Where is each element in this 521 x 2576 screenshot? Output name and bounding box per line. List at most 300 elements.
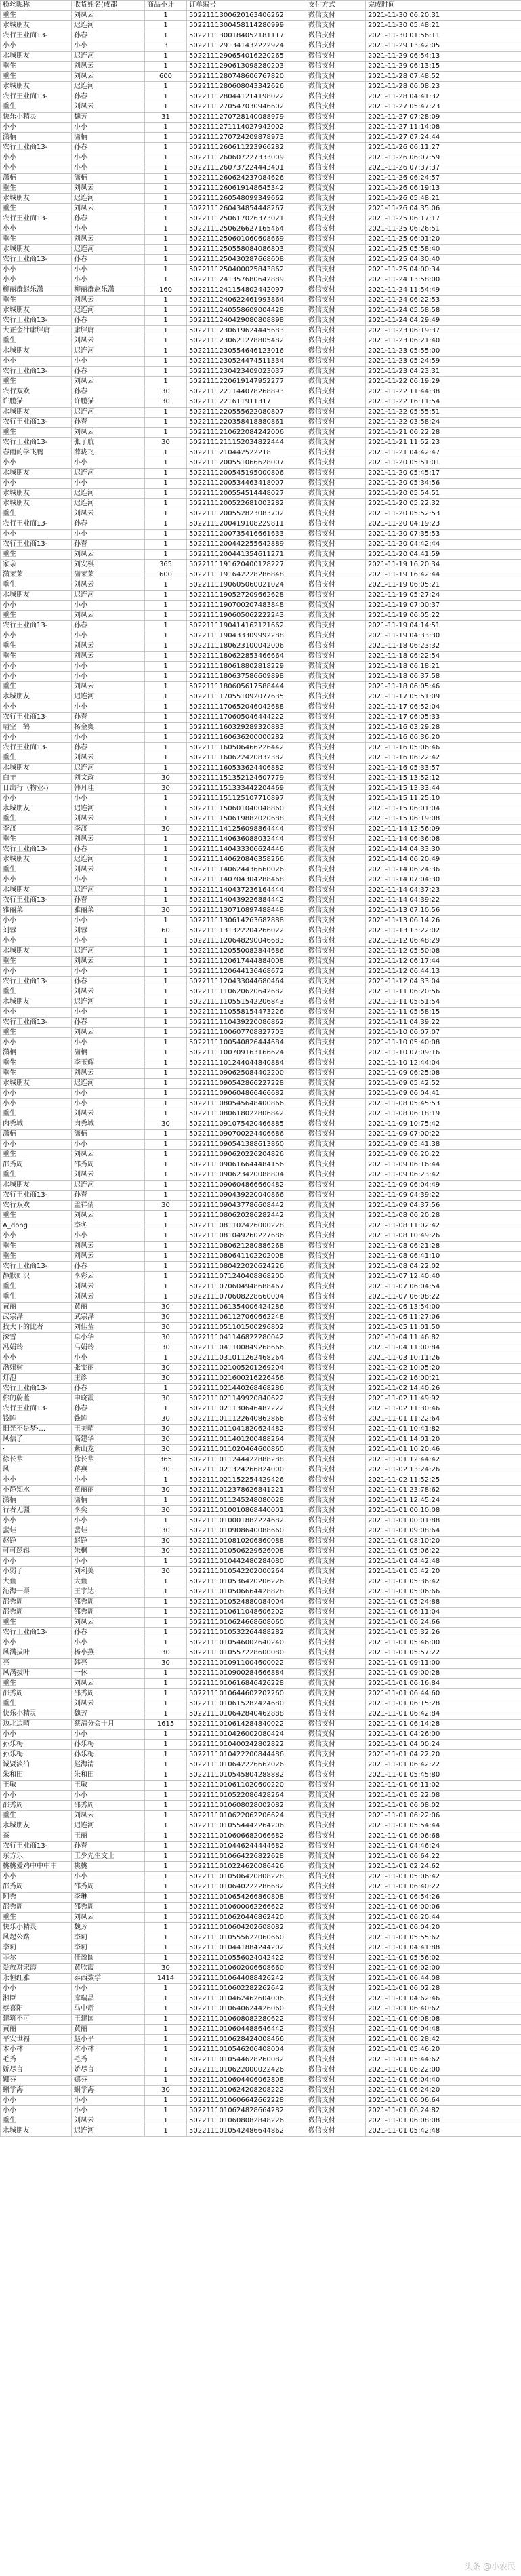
cell-recipient: 邵秀周 xyxy=(72,1903,145,1913)
table-row xyxy=(1,408,521,418)
cell-order-no: 5022111241357680642889 xyxy=(187,275,306,285)
cell-order-no: 5022111120550082844686 xyxy=(187,947,306,957)
table-row xyxy=(1,1659,521,1669)
cell-order-no: 5022111250430287668608 xyxy=(187,255,306,265)
cell-nickname: 农行王业商13- xyxy=(1,1262,72,1272)
table-row xyxy=(1,1394,521,1404)
table-row xyxy=(1,1211,521,1221)
cell-recipient: 雅丽菜 xyxy=(72,906,145,916)
cell-subtotal: 30 xyxy=(145,1547,187,1557)
table-row xyxy=(1,184,521,194)
cell-order-no: 5022111240429080808898 xyxy=(187,316,306,326)
cell-nickname: 小小 xyxy=(1,357,72,367)
cell-subtotal: 30 xyxy=(145,1567,187,1577)
cell-nickname: 许鹏猫 xyxy=(1,397,72,408)
cell-nickname: 小小 xyxy=(1,1730,72,1740)
cell-order-no: 5022111081049260227686 xyxy=(187,1231,306,1242)
cell-order-no: 5022111010224620086426 xyxy=(187,1862,306,1872)
cell-nickname: 水城朋友 xyxy=(1,489,72,499)
table-row xyxy=(1,224,521,235)
cell-recipient: 李冬 xyxy=(72,1221,145,1231)
cell-payment: 微信支付 xyxy=(306,987,366,997)
cell-finish-time: 2021-11-24 04:29:49 xyxy=(366,316,521,326)
cell-nickname: 白羊 xyxy=(1,774,72,784)
cell-finish-time: 2021-11-01 04:26:00 xyxy=(366,1730,521,1740)
cell-order-no: 5022111170551092077635 xyxy=(187,692,306,702)
cell-nickname: 小小 xyxy=(1,1475,72,1486)
table-row xyxy=(1,1445,521,1455)
table-row xyxy=(1,1954,521,1964)
cell-recipient: 刘凤云 xyxy=(72,1028,145,1038)
cell-finish-time: 2021-11-14 06:36:08 xyxy=(366,835,521,845)
cell-subtotal: 1 xyxy=(145,21,187,31)
cell-recipient: 迟连河 xyxy=(72,886,145,896)
cell-finish-time: 2021-11-11 05:58:15 xyxy=(366,1008,521,1018)
cell-nickname: 重生 xyxy=(1,62,72,72)
cell-order-no: 5022111190433309992288 xyxy=(187,631,306,641)
cell-nickname: 小小 xyxy=(1,224,72,235)
cell-payment: 微信支付 xyxy=(306,448,366,458)
cell-subtotal: 30 xyxy=(145,1119,187,1130)
cell-payment: 微信支付 xyxy=(306,52,366,62)
cell-nickname: 小小 xyxy=(1,2096,72,2106)
cell-order-no: 5022111010536420206226 xyxy=(187,1577,306,1587)
cell-recipient: 刘凤云 xyxy=(72,235,145,245)
cell-subtotal: 1 xyxy=(145,1292,187,1303)
cell-finish-time: 2021-11-01 05:36:42 xyxy=(366,1577,521,1587)
table-row xyxy=(1,163,521,174)
cell-nickname: 水城朋友 xyxy=(1,245,72,255)
cell-order-no: 5022111010908640088660 xyxy=(187,1526,306,1537)
table-row xyxy=(1,987,521,997)
table-row xyxy=(1,1913,521,1923)
cell-payment: 微信支付 xyxy=(306,194,366,204)
cell-payment: 微信支付 xyxy=(306,357,366,367)
cell-finish-time: 2021-11-09 05:41:38 xyxy=(366,1140,521,1150)
cell-nickname: 农行王业商13- xyxy=(1,255,72,265)
cell-finish-time: 2021-11-09 10:75:42 xyxy=(366,1119,521,1130)
cell-payment: 微信支付 xyxy=(306,62,366,72)
cell-subtotal: 1 xyxy=(145,1943,187,1954)
cell-subtotal: 1 xyxy=(145,509,187,519)
table-row xyxy=(1,133,521,143)
cell-payment: 微信支付 xyxy=(306,2065,366,2076)
table-row xyxy=(1,1425,521,1435)
cell-finish-time: 2021-11-01 05:44:62 xyxy=(366,2055,521,2065)
cell-payment: 微信支付 xyxy=(306,1160,366,1170)
cell-nickname: 邵秀周 xyxy=(1,1801,72,1811)
cell-payment: 微信支付 xyxy=(306,113,366,123)
cell-finish-time: 2021-11-01 06:00:06 xyxy=(366,1903,521,1913)
cell-order-no: 5022111010616846426228 xyxy=(187,1679,306,1689)
cell-recipient: 小小 xyxy=(72,41,145,52)
cell-finish-time: 2021-11-04 11:46:82 xyxy=(366,1333,521,1343)
cell-nickname: 农行王业商13- xyxy=(1,1842,72,1852)
cell-nickname: 快乐小精灵 xyxy=(1,113,72,123)
table-row xyxy=(1,896,521,906)
cell-finish-time: 2021-11-19 04:33:30 xyxy=(366,631,521,641)
cell-recipient: 孙春 xyxy=(72,1018,145,1028)
cell-subtotal: 1 xyxy=(145,794,187,804)
cell-order-no: 5022111010911004600022 xyxy=(187,1659,306,1669)
cell-finish-time: 2021-11-01 10:41:82 xyxy=(366,1425,521,1435)
cell-recipient: 孙春 xyxy=(72,1404,145,1414)
cell-finish-time: 2021-11-01 05:57:22 xyxy=(366,1648,521,1659)
cell-recipient: 小小 xyxy=(72,275,145,285)
cell-payment: 微信支付 xyxy=(306,316,366,326)
cell-payment: 微信支付 xyxy=(306,1262,366,1272)
cell-payment: 微信支付 xyxy=(306,41,366,52)
cell-payment: 微信支付 xyxy=(306,1730,366,1740)
cell-nickname: 小静知水 xyxy=(1,1486,72,1496)
cell-recipient: 迟连河 xyxy=(72,82,145,92)
cell-subtotal: 1 xyxy=(145,1882,187,1893)
cell-nickname: 静默如沢 xyxy=(1,1272,72,1282)
cell-payment: 微信支付 xyxy=(306,1455,366,1465)
cell-nickname: 农行王业商13- xyxy=(1,621,72,631)
cell-payment: 微信支付 xyxy=(306,336,366,346)
cell-subtotal: 1 xyxy=(145,611,187,621)
cell-subtotal: 1 xyxy=(145,1994,187,2004)
table-row xyxy=(1,1191,521,1201)
cell-nickname: 茶 xyxy=(1,1831,72,1842)
cell-finish-time: 2021-11-07 12:40:40 xyxy=(366,1272,521,1282)
cell-nickname: 小小 xyxy=(1,967,72,977)
table-row xyxy=(1,2116,521,2126)
cell-finish-time: 2021-11-02 16:00:21 xyxy=(366,1374,521,1384)
table-row xyxy=(1,1587,521,1598)
cell-finish-time: 2021-11-01 05:06:22 xyxy=(366,1547,521,1557)
cell-nickname: 小小 xyxy=(1,163,72,174)
table-row xyxy=(1,621,521,631)
cell-order-no: 5022111110439220086862 xyxy=(187,1018,306,1028)
cell-subtotal: 30 xyxy=(145,1964,187,1974)
cell-subtotal: 1 xyxy=(145,1262,187,1272)
cell-nickname: 行者无疆 xyxy=(1,1506,72,1516)
cell-finish-time: 2021-11-23 05:24:59 xyxy=(366,357,521,367)
cell-subtotal: 30 xyxy=(145,1526,187,1537)
cell-subtotal: 1 xyxy=(145,1181,187,1191)
cell-payment: 微信支付 xyxy=(306,1486,366,1496)
cell-recipient: 孙春 xyxy=(72,387,145,397)
cell-subtotal: 1 xyxy=(145,1801,187,1811)
table-row xyxy=(1,418,521,428)
table-row xyxy=(1,540,521,550)
cell-payment: 微信支付 xyxy=(306,2116,366,2126)
cell-nickname: 重生 xyxy=(1,682,72,692)
table-row xyxy=(1,1496,521,1506)
cell-finish-time: 2021-11-24 13:58:00 xyxy=(366,275,521,285)
cell-order-no: 5022111010608082848226 xyxy=(187,2116,306,2126)
cell-subtotal: 365 xyxy=(145,1455,187,1465)
table-row xyxy=(1,509,521,519)
cell-recipient: 李琳 xyxy=(72,1893,145,1903)
cell-recipient: 孙春 xyxy=(72,31,145,41)
cell-nickname: 重生 xyxy=(1,1069,72,1079)
cell-order-no: 5022111010654266860808 xyxy=(187,1893,306,1903)
cell-subtotal: 1 xyxy=(145,1862,187,1872)
table-row xyxy=(1,1374,521,1384)
cell-nickname: 水城朋友 xyxy=(1,1181,72,1191)
cell-subtotal: 600 xyxy=(145,570,187,580)
table-row xyxy=(1,143,521,153)
cell-subtotal: 30 xyxy=(145,1323,187,1333)
col-header-payment: 支付方式 xyxy=(306,1,366,11)
cell-finish-time: 2021-11-01 23:78:62 xyxy=(366,1486,521,1496)
table-row xyxy=(1,1313,521,1323)
cell-subtotal: 1 xyxy=(145,2096,187,2106)
cell-subtotal: 1 xyxy=(145,550,187,560)
cell-order-no: 5022111160622420832382 xyxy=(187,753,306,764)
cell-nickname: 小小 xyxy=(1,1353,72,1364)
cell-recipient: 李彩云 xyxy=(72,1272,145,1282)
cell-finish-time: 2021-11-22 03:58:24 xyxy=(366,418,521,428)
cell-order-no: 5022111080621280886268 xyxy=(187,1242,306,1252)
cell-nickname: 灯泡 xyxy=(1,1374,72,1384)
cell-recipient: 孙春 xyxy=(72,621,145,631)
cell-order-no: 5022111090439220040866 xyxy=(187,1191,306,1201)
cell-payment: 微信支付 xyxy=(306,82,366,92)
cell-recipient: 刘蓉 xyxy=(72,926,145,936)
cell-order-no: 5022111250601060608669 xyxy=(187,235,306,245)
cell-order-no: 5022111010611020600220 xyxy=(187,1781,306,1791)
cell-finish-time: 2021-11-17 06:05:33 xyxy=(366,713,521,723)
cell-subtotal: 1 xyxy=(145,1679,187,1689)
table-row xyxy=(1,1669,521,1679)
cell-finish-time: 2021-11-01 08:10:20 xyxy=(366,1537,521,1547)
cell-subtotal: 30 xyxy=(145,1303,187,1313)
cell-recipient: 刘凤云 xyxy=(72,62,145,72)
cell-payment: 微信支付 xyxy=(306,479,366,489)
table-row xyxy=(1,1058,521,1069)
cell-finish-time: 2021-11-01 05:22:08 xyxy=(366,1791,521,1801)
cell-finish-time: 2021-11-24 11:54:49 xyxy=(366,285,521,296)
cell-order-no: 5022111241154802442097 xyxy=(187,285,306,296)
cell-finish-time: 2021-11-01 05:55:62 xyxy=(366,1933,521,1943)
cell-order-no: 5022111270547030946602 xyxy=(187,102,306,113)
cell-recipient: 孙春 xyxy=(72,519,145,530)
cell-nickname: 重生 xyxy=(1,1170,72,1181)
cell-payment: 微信支付 xyxy=(306,1903,366,1913)
cell-subtotal: 1 xyxy=(145,245,187,255)
cell-recipient: 小小 xyxy=(72,733,145,743)
cell-finish-time: 2021-11-01 06:42:84 xyxy=(366,1709,521,1720)
table-row xyxy=(1,62,521,72)
cell-nickname: 小小 xyxy=(1,1099,72,1109)
cell-recipient: 小小 xyxy=(72,1140,145,1150)
cell-nickname: 小小 xyxy=(1,479,72,489)
cell-recipient: 刘凤云 xyxy=(72,835,145,845)
cell-payment: 微信支付 xyxy=(306,804,366,814)
cell-payment: 微信支付 xyxy=(306,1119,366,1130)
cell-finish-time: 2021-11-22 06:19:29 xyxy=(366,377,521,387)
table-row xyxy=(1,285,521,296)
cell-recipient: 大鱼 xyxy=(72,1577,145,1587)
cell-order-no: 5022111190700207483848 xyxy=(187,601,306,611)
cell-nickname: 家亲 xyxy=(1,560,72,570)
cell-order-no: 5022111010608028002082 xyxy=(187,1801,306,1811)
cell-payment: 微信支付 xyxy=(306,1221,366,1231)
cell-payment: 微信支付 xyxy=(306,204,366,214)
cell-order-no: 5022111180637586609898 xyxy=(187,672,306,682)
cell-finish-time: 2021-11-16 05:33:57 xyxy=(366,764,521,774)
cell-subtotal: 1 xyxy=(145,1242,187,1252)
table-row xyxy=(1,397,521,408)
cell-finish-time: 2021-11-19 16:20:34 xyxy=(366,560,521,570)
table-row xyxy=(1,1903,521,1913)
cell-nickname: 毛秀 xyxy=(1,2055,72,2065)
cell-recipient: 肉秀城 xyxy=(72,1119,145,1130)
cell-finish-time: 2021-11-01 11:22:64 xyxy=(366,1414,521,1425)
cell-finish-time: 2021-11-01 04:42:48 xyxy=(366,1557,521,1567)
table-row xyxy=(1,926,521,936)
cell-nickname: 李莉 xyxy=(1,1943,72,1954)
cell-subtotal: 1 xyxy=(145,133,187,143)
cell-subtotal: 1 xyxy=(145,865,187,875)
cell-subtotal: 1 xyxy=(145,1730,187,1740)
cell-nickname: 重生 xyxy=(1,550,72,560)
cell-nickname: 重生 xyxy=(1,204,72,214)
table-row xyxy=(1,1760,521,1770)
cell-subtotal: 1 xyxy=(145,346,187,357)
cell-subtotal: 1 xyxy=(145,2055,187,2065)
cell-order-no: 5022111190527209662628 xyxy=(187,591,306,601)
cell-order-no: 5022111021149920840622 xyxy=(187,1394,306,1404)
cell-payment: 微信支付 xyxy=(306,1445,366,1455)
cell-nickname: 小小 xyxy=(1,1872,72,1882)
cell-subtotal: 1 xyxy=(145,11,187,21)
cell-payment: 微信支付 xyxy=(306,906,366,916)
table-row xyxy=(1,1862,521,1872)
cell-recipient: 潇楠 xyxy=(72,1496,145,1506)
table-row xyxy=(1,1170,521,1181)
cell-payment: 微信支付 xyxy=(306,743,366,753)
cell-finish-time: 2021-11-01 09:08:64 xyxy=(366,1526,521,1537)
cell-order-no: 5022111010544628260082 xyxy=(187,2055,306,2065)
cell-order-no: 5022111010642226662026 xyxy=(187,1760,306,1770)
cell-nickname: 农行王业商13- xyxy=(1,1384,72,1394)
cell-nickname: 重生 xyxy=(1,1618,72,1628)
cell-recipient: 刘凤云 xyxy=(72,1811,145,1821)
cell-recipient: 小小 xyxy=(72,1008,145,1018)
cell-recipient: 小小 xyxy=(72,265,145,275)
cell-finish-time: 2021-11-29 13:42:05 xyxy=(366,41,521,52)
cell-order-no: 5022111071240408868200 xyxy=(187,1272,306,1282)
cell-order-no: 5022111180618802818229 xyxy=(187,662,306,672)
cell-finish-time: 2021-11-20 05:51:01 xyxy=(366,458,521,469)
cell-subtotal: 1 xyxy=(145,418,187,428)
cell-nickname: 重生 xyxy=(1,2116,72,2126)
table-row xyxy=(1,113,521,123)
cell-payment: 微信支付 xyxy=(306,1272,366,1282)
cell-order-no: 5022111010622062206624 xyxy=(187,1811,306,1821)
cell-subtotal: 1 xyxy=(145,275,187,285)
cell-recipient: 迟连河 xyxy=(72,1181,145,1191)
cell-payment: 微信支付 xyxy=(306,123,366,133)
cell-order-no: 5022111150601040048860 xyxy=(187,804,306,814)
cell-finish-time: 2021-11-20 05:22:32 xyxy=(366,499,521,509)
cell-order-no: 5022111120648290046683 xyxy=(187,936,306,947)
cell-recipient: 李玉辉 xyxy=(72,1058,145,1069)
cell-order-no: 5022111200735416661633 xyxy=(187,530,306,540)
cell-payment: 微信支付 xyxy=(306,1740,366,1750)
cell-finish-time: 2021-11-27 07:24:44 xyxy=(366,133,521,143)
table-row xyxy=(1,1577,521,1587)
cell-recipient: 潇楠 xyxy=(72,174,145,184)
cell-recipient: 刘凤云 xyxy=(72,1242,145,1252)
cell-order-no: 5022111110558154473226 xyxy=(187,1008,306,1018)
cell-finish-time: 2021-11-01 06:40:62 xyxy=(366,2004,521,2015)
cell-nickname: 水城朋友 xyxy=(1,2126,72,2137)
cell-nickname: A_dong xyxy=(1,1221,72,1231)
cell-payment: 微信支付 xyxy=(306,1923,366,1933)
cell-subtotal: 1 xyxy=(145,764,187,774)
cell-order-no: 5022111270724209878973 xyxy=(187,133,306,143)
cell-order-no: 5022111090541388613860 xyxy=(187,1140,306,1150)
cell-subtotal: 1 xyxy=(145,1048,187,1058)
cell-order-no: 5022111200442255642889 xyxy=(187,540,306,550)
cell-payment: 微信支付 xyxy=(306,1181,366,1191)
table-row xyxy=(1,1201,521,1211)
table-row xyxy=(1,570,521,580)
table-row xyxy=(1,2004,521,2015)
cell-subtotal: 30 xyxy=(145,1201,187,1211)
cell-subtotal: 1 xyxy=(145,580,187,591)
table-row xyxy=(1,92,521,102)
cell-recipient: 潇楠 xyxy=(72,1048,145,1058)
cell-payment: 微信支付 xyxy=(306,469,366,479)
cell-order-no: 5022111300458114280999 xyxy=(187,21,306,31)
cell-recipient: 孙春 xyxy=(72,1842,145,1852)
cell-finish-time: 2021-11-01 06:04:48 xyxy=(366,2025,521,2035)
cell-subtotal: 1 xyxy=(145,1689,187,1699)
cell-payment: 微信支付 xyxy=(306,163,366,174)
cell-payment: 微信支付 xyxy=(306,1821,366,1831)
cell-payment: 微信支付 xyxy=(306,855,366,865)
cell-nickname: 小小 xyxy=(1,733,72,743)
cell-payment: 微信支付 xyxy=(306,2025,366,2035)
cell-payment: 微信支付 xyxy=(306,764,366,774)
cell-finish-time: 2021-11-06 11:27:06 xyxy=(366,1313,521,1323)
cell-recipient: 刘凤云 xyxy=(72,641,145,652)
cell-recipient: 迟连河 xyxy=(72,591,145,601)
cell-recipient: 小小 xyxy=(72,153,145,163)
cell-payment: 微信支付 xyxy=(306,865,366,875)
cell-subtotal: 30 xyxy=(145,1506,187,1516)
cell-subtotal: 1 xyxy=(145,1638,187,1648)
cell-payment: 微信支付 xyxy=(306,21,366,31)
cell-subtotal: 1 xyxy=(145,458,187,469)
cell-nickname: 重生 xyxy=(1,235,72,245)
table-row xyxy=(1,1404,521,1414)
cell-recipient: 佳盈圆 xyxy=(72,1954,145,1964)
cell-nickname: · xyxy=(1,1445,72,1455)
cell-subtotal: 1 xyxy=(145,1984,187,1994)
cell-recipient: 刘凤云 xyxy=(72,184,145,194)
cell-subtotal: 1 xyxy=(145,2035,187,2045)
cell-recipient: 朱桐 xyxy=(72,1547,145,1557)
cell-subtotal: 30 xyxy=(145,1537,187,1547)
cell-order-no: 5022111260548099349662 xyxy=(187,194,306,204)
cell-subtotal: 1 xyxy=(145,1618,187,1628)
cell-nickname: 小小 xyxy=(1,275,72,285)
cell-subtotal: 1 xyxy=(145,1069,187,1079)
cell-subtotal: 30 xyxy=(145,1445,187,1455)
table-row xyxy=(1,764,521,774)
cell-nickname: 农行王业商13- xyxy=(1,214,72,224)
cell-finish-time: 2021-11-19 05:27:24 xyxy=(366,591,521,601)
cell-subtotal: 1 xyxy=(145,357,187,367)
